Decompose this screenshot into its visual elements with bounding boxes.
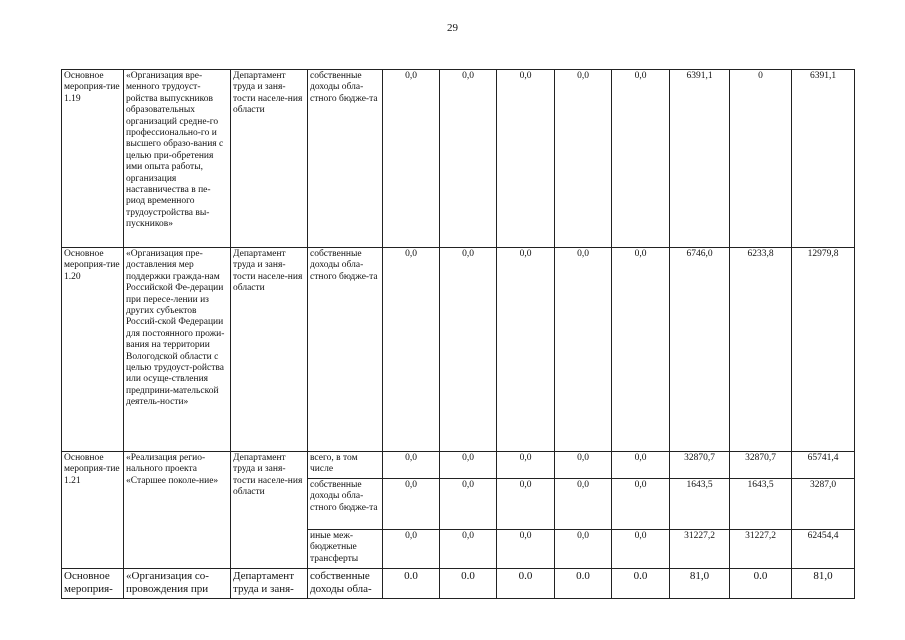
- funding-source-cell: собственные доходы обла-стного бюдже-та: [308, 248, 383, 452]
- value-cell: 0,0: [383, 530, 440, 569]
- value-cell: 81,0: [670, 569, 730, 599]
- value-cell: 0,0: [555, 70, 612, 248]
- value-cell: 0,0: [383, 479, 440, 530]
- value-cell: 0,0: [440, 452, 497, 479]
- value-cell: 0,0: [497, 70, 555, 248]
- value-cell: 0,0: [612, 479, 670, 530]
- value-cell: 0,0: [440, 70, 497, 248]
- value-cell: 0,0: [555, 452, 612, 479]
- value-cell: 0.0: [730, 569, 792, 599]
- measure-name-cell: «Организация вре-менного трудоуст-ройства выпускников образовательных организаций средне-го профессионально-го и высшего образо-вания с целью при-обретения ими опыта работы, организация наставничества в пе-риод временного трудоустройства вы-пускников»: [124, 70, 231, 248]
- value-cell: 6746,0: [670, 248, 730, 452]
- value-cell: 0: [730, 70, 792, 248]
- value-cell: 0,0: [612, 70, 670, 248]
- value-cell: 0,0: [612, 452, 670, 479]
- page-number: 29: [447, 22, 458, 34]
- funding-source-cell: собственные доходы обла-стного бюдже-та: [308, 70, 383, 248]
- table-row: [62, 70, 855, 248]
- value-cell: 0,0: [497, 452, 555, 479]
- value-cell: 31227,2: [730, 530, 792, 569]
- total-cell: 6391,1: [792, 70, 855, 248]
- measure-name-cell: «Организация со-провождения при: [124, 569, 231, 599]
- measure-code-cell: Основное мероприя-: [62, 569, 124, 599]
- funding-source-cell: всего, в том числе: [308, 452, 383, 479]
- value-cell: 0,0: [555, 479, 612, 530]
- table-row: [62, 248, 855, 452]
- value-cell: 0.0: [383, 569, 440, 599]
- value-cell: 0,0: [555, 530, 612, 569]
- measure-code-cell: Основное мероприя-тие 1.20: [62, 248, 124, 452]
- value-cell: 0,0: [497, 530, 555, 569]
- measure-name-cell: «Организация пре-доставления мер поддержки гражда-нам Российской Фе-дерации при пересе-лении из других субъектов Россий-ской Федерации для постоянного прожи-вания на территории Вологодской области с целью трудоуст-ройства или осуще-ствления предприни-мательской деятель-ности»: [124, 248, 231, 452]
- measure-name-cell: «Реализация регио-нального проекта «Старшее поколе-ние»: [124, 452, 231, 569]
- measure-code-cell: Основное мероприя-тие 1.19: [62, 70, 124, 248]
- value-cell: 0,0: [440, 479, 497, 530]
- value-cell: 1643,5: [670, 479, 730, 530]
- value-cell: 0,0: [612, 248, 670, 452]
- total-cell: 3287,0: [792, 479, 855, 530]
- value-cell: 0.0: [440, 569, 497, 599]
- value-cell: 0.0: [612, 569, 670, 599]
- total-cell: 65741,4: [792, 452, 855, 479]
- funding-source-cell: собственные доходы обла-: [308, 569, 383, 599]
- value-cell: 32870,7: [730, 452, 792, 479]
- executor-cell: Департамент труда и заня-: [231, 569, 308, 599]
- value-cell: 0.0: [555, 569, 612, 599]
- measure-code-cell: Основное мероприя-тие 1.21: [62, 452, 124, 569]
- total-cell: 62454,4: [792, 530, 855, 569]
- value-cell: 0,0: [497, 248, 555, 452]
- funding-source-cell: собственные доходы обла-стного бюдже-та: [308, 479, 383, 530]
- funding-source-cell: иные меж-бюджетные трансферты: [308, 530, 383, 569]
- value-cell: 0,0: [440, 248, 497, 452]
- value-cell: 0.0: [497, 569, 555, 599]
- value-cell: 1643,5: [730, 479, 792, 530]
- value-cell: 31227,2: [670, 530, 730, 569]
- executor-cell: Департамент труда и заня-тости населе-ния области: [231, 452, 308, 569]
- total-cell: 12979,8: [792, 248, 855, 452]
- budget-table: [61, 69, 855, 599]
- total-cell: 81,0: [792, 569, 855, 599]
- value-cell: 0,0: [555, 248, 612, 452]
- executor-cell: Департамент труда и заня-тости населе-ния области: [231, 248, 308, 452]
- table-row: [62, 452, 855, 479]
- executor-cell: Департамент труда и заня-тости населе-ния области: [231, 70, 308, 248]
- value-cell: 0,0: [383, 248, 440, 452]
- table-row: [62, 569, 855, 599]
- value-cell: 0,0: [383, 452, 440, 479]
- value-cell: 6391,1: [670, 70, 730, 248]
- value-cell: 0,0: [440, 530, 497, 569]
- value-cell: 6233,8: [730, 248, 792, 452]
- value-cell: 32870,7: [670, 452, 730, 479]
- value-cell: 0,0: [497, 479, 555, 530]
- value-cell: 0,0: [612, 530, 670, 569]
- value-cell: 0,0: [383, 70, 440, 248]
